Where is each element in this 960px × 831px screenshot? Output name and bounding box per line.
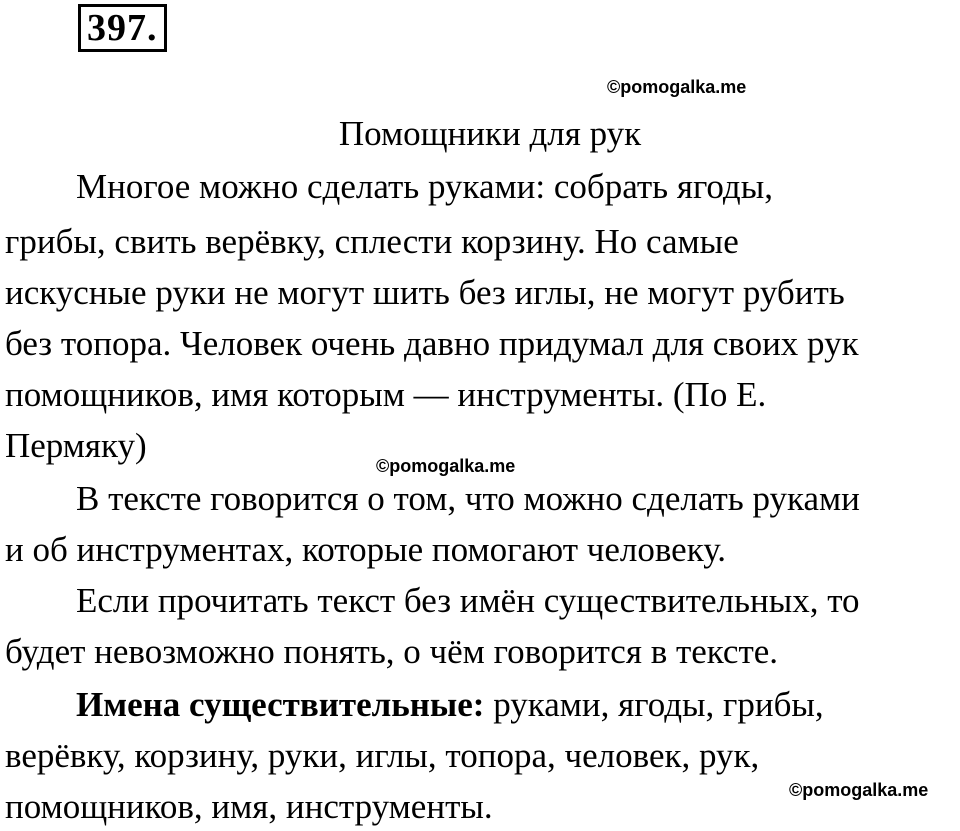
watermark-bottom: ©pomogalka.me	[789, 780, 929, 800]
paragraph2-line-1: В тексте говорится о том, что можно сделать руками	[76, 479, 860, 518]
task-number-box: 397.	[78, 4, 167, 52]
paragraph1-line-1: Многое можно сделать руками: собрать ягоды,	[76, 167, 773, 206]
paragraph1-line-3: искусные руки не могут шить без иглы, не могут рубить	[5, 273, 845, 312]
paragraph1-line-4: без топора. Человек очень давно придумал для своих рук	[5, 324, 859, 363]
paragraph1-line-5: помощников, имя которым — инструменты. (По Е.	[5, 375, 767, 414]
watermark-top: ©pomogalka.me	[607, 77, 747, 97]
text-title: Помощники для рук	[338, 114, 642, 153]
paragraph4-line-1	[76, 681, 824, 729]
paragraph1-line-6: Пермяку)	[5, 426, 147, 465]
paragraph2-line-2: и об инструментах, которые помогают человеку.	[5, 530, 726, 569]
paragraph3-line-1: Если прочитать текст без имён существительных, то	[76, 581, 860, 620]
paragraph4-line-3: помощников, имя, инструменты.	[5, 787, 493, 826]
watermark-middle: ©pomogalka.me	[376, 456, 516, 476]
nouns-list-start: руками, ягоды, грибы,	[484, 685, 824, 724]
paragraph4-line-2: верёвку, корзину, руки, иглы, топора, человек, рук,	[5, 736, 760, 775]
nouns-label: Имена существительные:	[76, 685, 485, 724]
paragraph1-line-2: грибы, свить верёвку, сплести корзину. Но самые	[5, 222, 739, 261]
paragraph3-line-2: будет невозможно понять, о чём говорится в тексте.	[5, 632, 779, 671]
